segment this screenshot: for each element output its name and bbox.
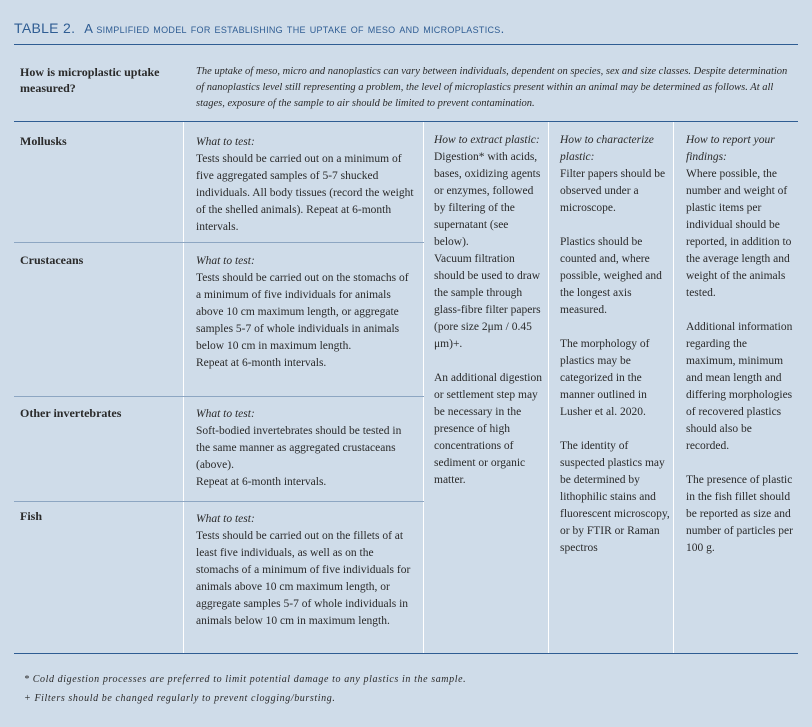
crustaceans-what-to-test — [196, 253, 416, 372]
what-to-test-label: What to test: — [196, 136, 255, 148]
column-divider — [548, 122, 549, 653]
fish-text: Tests should be carried out on the fillets of at least five individuals, as well as on the stomachs of a minimum of five individuals for animals above 10 cm maximum length, or aggregate samples 5-7 of whole individuals in animals below 10 cm in maximum length. — [196, 530, 411, 627]
extract-column — [434, 132, 544, 489]
extract-label: How to extract plastic: — [434, 134, 540, 146]
report-text-2: Additional information regarding the maximum, minimum and mean length and differing morphologies of recovered plastics should also be recorded. — [686, 321, 793, 452]
row-label-mollusks: Mollusks — [20, 134, 67, 148]
row-label-other-invertebrates: Other invertebrates — [20, 406, 122, 420]
characterize-text-1: Filter papers should be observed under a microscope. — [560, 168, 666, 214]
invertebrates-what-to-test — [196, 406, 416, 491]
report-text-1: Where possible, the number and weight of plastic items per individual should be reported, in addition to the average length and weight of the animals tested. — [686, 168, 792, 299]
column-divider — [673, 122, 674, 653]
what-to-test-label: What to test: — [196, 255, 255, 267]
column-divider — [423, 122, 424, 653]
characterize-label: How to characterize plastic: — [560, 134, 654, 163]
what-to-test-label: What to test: — [196, 513, 255, 525]
table-bottom-rule — [14, 653, 798, 654]
what-to-test-label: What to test: — [196, 408, 255, 420]
title-rule — [14, 44, 798, 45]
characterize-text-4: The identity of suspected plastics may be determined by lithophilic stains and fluorescent microscopy, or by FTIR or Raman spectros — [560, 440, 670, 554]
characterize-text-2: Plastics should be counted and, where possible, weighed and the longest axis measured. — [560, 236, 662, 316]
invertebrates-repeat: Repeat at 6-month intervals. — [196, 476, 327, 488]
report-label: How to report your findings: — [686, 134, 775, 163]
characterize-text-3: The morphology of plastics may be categorized in the manner outlined in Lusher et al. 2020. — [560, 338, 650, 418]
footnote-filters: + Filters should be changed regularly to prevent clogging/bursting. — [24, 693, 336, 704]
table-number: TABLE 2. — [14, 20, 76, 36]
row-label-fish: Fish — [20, 509, 43, 523]
crustaceans-repeat: Repeat at 6-month intervals. — [196, 357, 327, 369]
report-text-3: The presence of plastic in the fish fillet should be reported as size and number of particles per 100 g. — [686, 474, 793, 554]
header-label: How is microplastic uptake measured? — [20, 65, 160, 95]
extract-digestion-text: Digestion* with acids, bases, oxidizing agents or enzymes, followed by filtering of the supernatant (see below). Vacuum filtration should be used to draw the sample through glass-fibre filter papers (pore size 2μm / 0.45 μm)+. — [434, 151, 541, 350]
table-caption: A simplified model for establishing the uptake of meso and microplastics. — [84, 21, 505, 36]
report-column — [686, 132, 794, 557]
invertebrates-text: Soft-bodied invertebrates should be tested in the same manner as aggregated crustaceans (above). — [196, 425, 402, 471]
row-rule — [14, 501, 424, 502]
footnote-digestion: * Cold digestion processes are preferred to limit potential damage to any plastics in the sample. — [24, 674, 467, 685]
row-label-crustaceans: Crustaceans — [20, 253, 84, 267]
characterize-column — [560, 132, 670, 557]
mollusks-what-to-test — [196, 134, 416, 236]
table-title — [14, 20, 505, 37]
header-text: The uptake of meso, micro and nanoplastics can vary between individuals, dependent on species, sex and size classes. Despite determination of nanoplastics level still representing a problem, the level of microplastics present within an animal may be determined as follows. At all stages, exposure of the sample to air should be limited to prevent contamination. — [196, 66, 788, 109]
extract-additional-text: An additional digestion or settlement step may be necessary in the presence of high concentrations of sediment or organic matter. — [434, 372, 542, 486]
crustaceans-text: Tests should be carried out on the stomachs of a minimum of five individuals for animals above 10 cm maximum length, or aggregate samples 5-7 of whole individuals in animals below 10 cm in maximum length. — [196, 272, 409, 352]
fish-what-to-test — [196, 511, 416, 630]
mollusks-text: Tests should be carried out on a minimum of five aggregated samples of 5-7 shucked individuals. All body tissues (record the weight of the shelled animals). Repeat at 6-month intervals. — [196, 153, 414, 233]
row-rule — [14, 396, 424, 397]
header-rule — [14, 121, 798, 122]
column-divider — [183, 122, 184, 653]
row-rule — [14, 242, 424, 243]
